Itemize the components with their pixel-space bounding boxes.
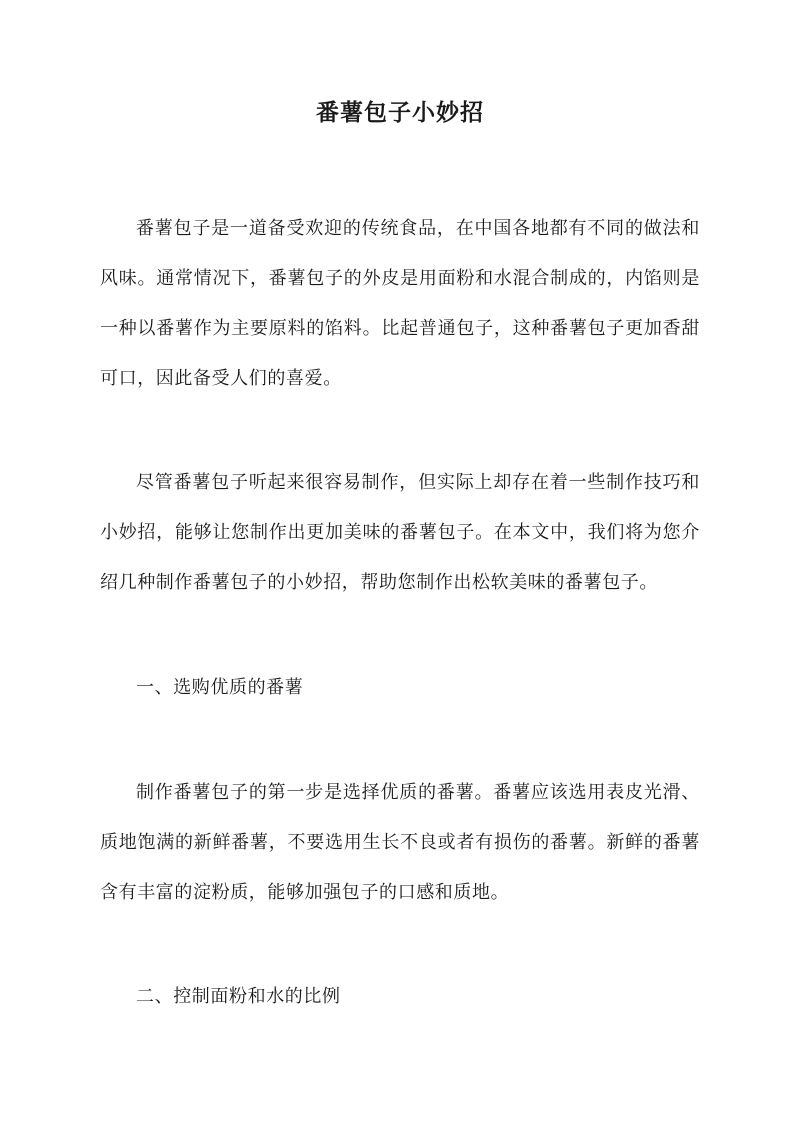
section-heading-1: 一、选购优质的番薯 [136, 677, 304, 698]
paragraph-intro: 番薯包子是一道备受欢迎的传统食品，在中国各地都有不同的做法和风味。通常情况下，番薯包子的外皮是用面粉和水混合制成的，内馅则是一种以番薯作为主要原料的馅料。比起普通包子，这种番薯包子更加香甜可口，因此备受人们的喜爱。 [100, 218, 700, 389]
document-title: 番薯包子小妙招 [316, 99, 484, 126]
section-heading-2: 二、控制面粉和水的比例 [136, 986, 341, 1007]
paragraph-section-1: 制作番薯包子的第一步是选择优质的番薯。番薯应该选用表皮光滑、质地饱满的新鲜番薯，不要选用生长不良或者有损伤的番薯。新鲜的番薯含有丰富的淀粉质，能够加强包子的口感和质地。 [100, 782, 700, 903]
paragraph-tips-overview: 尽管番薯包子听起来很容易制作，但实际上却存在着一些制作技巧和小妙招，能够让您制作出更加美味的番薯包子。在本文中，我们将为您介绍几种制作番薯包子的小妙招，帮助您制作出松软美味的番薯包子。 [100, 472, 700, 593]
